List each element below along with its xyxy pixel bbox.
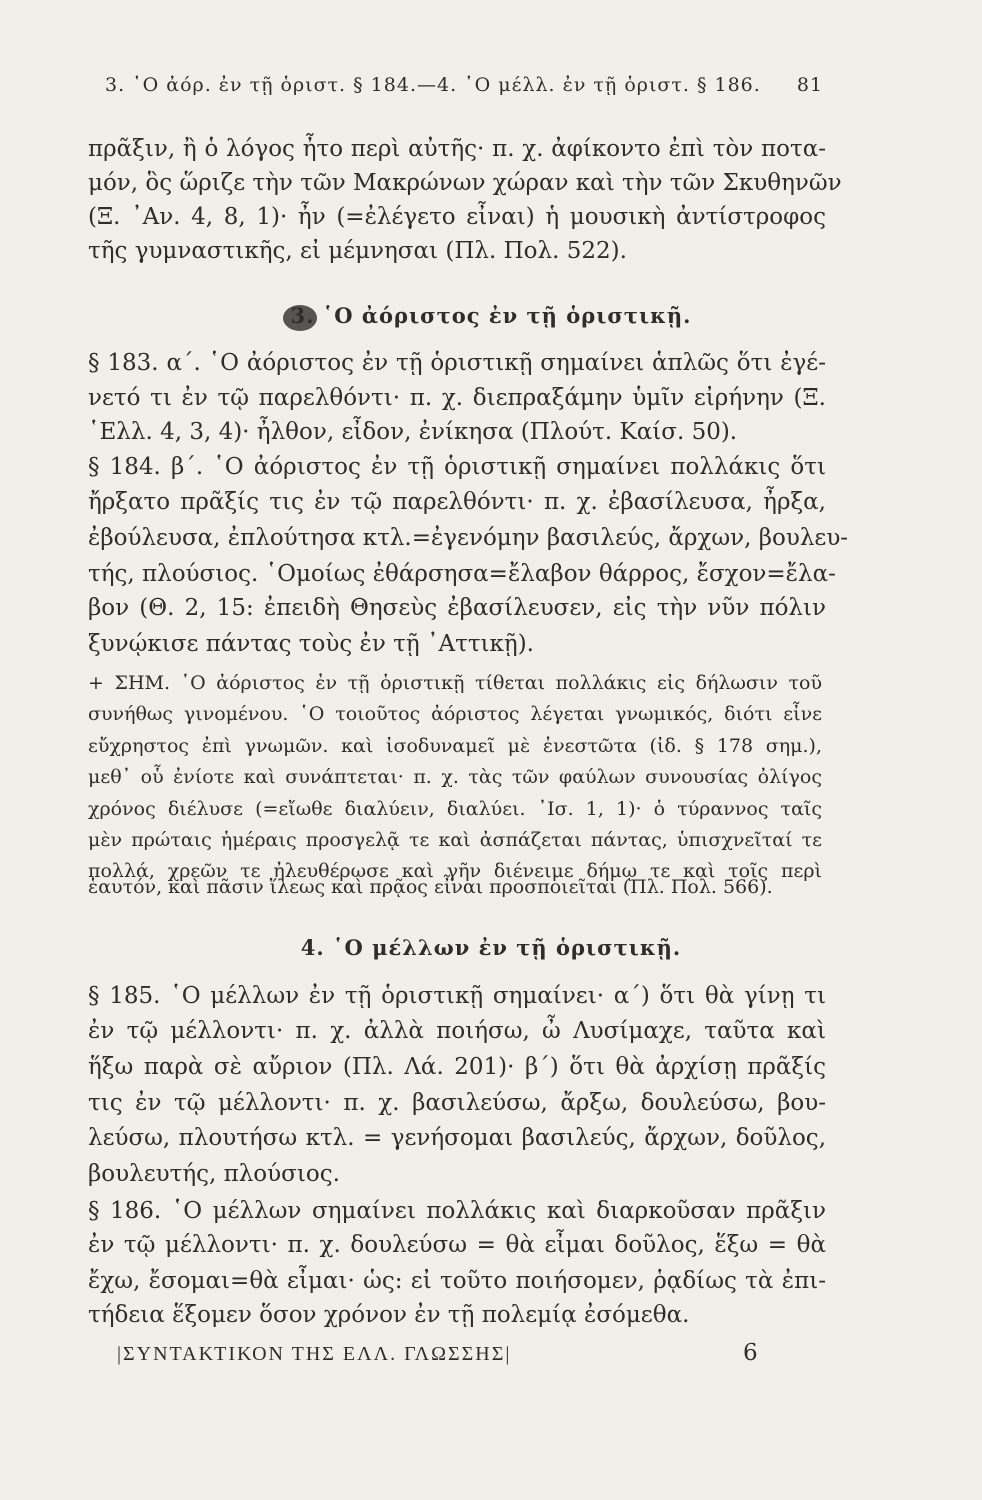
text-line: ἤρξατο πρᾶξίς τις ἐν τῷ παρελθόντι· π. χ. ἐβασίλευσα, ἦρξα, <box>88 489 826 515</box>
running-header <box>105 74 823 96</box>
text-line: (Ξ. ᾿Αν. 4, 8, 1)· ἦν (=ἐλέγετο εἶναι) ἡ μουσικὴ ἀντίστροφος <box>88 204 826 230</box>
note-line: πολλά, χρεῶν τε ἠλευθέρωσε καὶ γῆν διένειμε δήμῳ τε καὶ τοῖς περὶ <box>88 860 822 882</box>
note-line: + ΣΗΜ. ῾Ο ἀόριστος ἐν τῇ ὁριστικῇ τίθεται πολλάκις εἰς δήλωσιν τοῦ <box>88 672 822 694</box>
text-line: βουλευτής, πλούσιος. <box>88 1161 340 1187</box>
text-line: τής, πλούσιος. ῾Ομοίως ἐθάρσησα=ἔλαβον θάρρος, ἔσχον=ἔλα- <box>88 561 836 587</box>
section-heading-future: 4. ῾Ο μέλλων ἐν τῇ ὁριστικῇ. <box>300 935 682 960</box>
sheet-number: 6 <box>743 1340 758 1366</box>
text-line: τήδεια ἕξομεν ὅσον χρόνον ἐν τῇ πολεμίᾳ ἐσόμεθα. <box>88 1302 690 1328</box>
text-line: ἐβούλευσα, ἐπλούτησα κτλ.=ἐγενόμην βασιλεύς, ἄρχων, βουλευ- <box>88 525 849 551</box>
text-line: § 184. β΄. ῾Ο ἀόριστος ἐν τῇ ὁριστικῇ σημαίνει πολλάκις ὅτι <box>88 454 826 480</box>
note-line: μὲν πρώταις ἡμέραις προσγελᾷ τε καὶ ἀσπάζεται πάντας, ὑπισχνεῖταί τε <box>88 829 822 851</box>
text-line: ἐν τῷ μέλλοντι· π. χ. ἀλλὰ ποιήσω, ὦ Λυσίμαχε, ταῦτα καὶ <box>88 1018 826 1044</box>
text-line: ἐν τῷ μέλλοντι· π. χ. δουλεύσω = θὰ εἶμαι δοῦλος, ἕξω = θὰ <box>88 1232 826 1258</box>
text-line: βον (Θ. 2, 15: ἐπειδὴ Θησεὺς ἐβασίλευσεν, εἰς τὴν νῦν πόλιν <box>88 595 826 621</box>
text-line: τις ἐν τῷ μέλλοντι· π. χ. βασιλεύσω, ἄρξω, δουλεύσω, βου- <box>88 1090 826 1116</box>
signature-mark: |ΣΥΝΤΑΚΤΙΚΟΝ ΤΗΣ ΕΛΛ. ΓΛΩΣΣΗΣ| <box>117 1343 512 1365</box>
note-line: μεθ᾿ οὗ ἐνίοτε καὶ συνάπτεται· π. χ. τὰς τῶν φαύλων συνουσίας ὀλίγος <box>88 766 822 788</box>
text-line: λεύσω, πλουτήσω κτλ. = γενήσομαι βασιλεύς, ἄρχων, δοῦλος, <box>88 1125 826 1151</box>
text-line: § 185. ῾Ο μέλλων ἐν τῇ ὁριστικῇ σημαίνει· α΄) ὅτι θὰ γίνῃ τι <box>88 983 826 1009</box>
section-heading-aorist: 3. ῾Ο ἀόριστος ἐν τῇ ὁριστικῇ. <box>290 303 692 328</box>
text-line: ἥξω παρὰ σὲ αὔριον (Πλ. Λά. 201)· β΄) ὅτι θὰ ἀρχίσῃ πρᾶξίς <box>88 1054 826 1080</box>
text-line: § 183. α΄. ῾Ο ἀόριστος ἐν τῇ ὁριστικῇ σημαίνει ἁπλῶς ὅτι ἐγέ- <box>88 350 826 376</box>
text-line: § 186. ῾Ο μέλλων σημαίνει πολλάκις καὶ διαρκοῦσαν πρᾶξιν <box>88 1198 826 1224</box>
running-title: 3. ῾Ο ἀόρ. ἐν τῇ ὁριστ. § 184.—4. ῾Ο μέλλ. ἐν τῇ ὁριστ. § 186. <box>105 74 761 96</box>
text-line: νετό τι ἐν τῷ παρελθόντι· π. χ. διεπραξάμην ὑμῖν εἰρήνην (Ξ. <box>88 385 826 411</box>
text-line: μόν, ὃς ὥριζε τὴν τῶν Μακρώνων χώραν καὶ τὴν τῶν Σκυθηνῶν <box>88 170 842 196</box>
note-line: ἑαυτόν, καὶ πᾶσιν ἵλεως καὶ πρᾷος εἶναι προσποιεῖται (Πλ. Πολ. 566). <box>88 876 773 898</box>
page-number: 81 <box>796 74 823 96</box>
note-line: εὔχρηστος ἐπὶ γνωμῶν. καὶ ἰσοδυναμεῖ μὲ ἐνεστῶτα (ἰδ. § 178 σημ.), <box>88 735 822 757</box>
note-line: συνήθως γινομένου. ῾Ο τοιοῦτος ἀόριστος λέγεται γνωμικός, διότι εἶνε <box>88 703 822 725</box>
text-line: ξυνῴκισε πάντας τοὺς ἐν τῇ ᾿Αττικῇ). <box>88 631 534 657</box>
text-line: ἔχω, ἔσομαι=θὰ εἶμαι· ὡς: εἰ τοῦτο ποιήσομεν, ῥᾳδίως τὰ ἐπι- <box>88 1268 826 1294</box>
text-line: πρᾶξιν, ἢ ὁ λόγος ἦτο περὶ αὐτῆς· π. χ. ἀφίκοντο ἐπὶ τὸν ποτα- <box>88 136 826 162</box>
note-line: χρόνος διέλυσε (=εἴωθε διαλύειν, διαλύει. ᾿Ισ. 1, 1)· ὁ τύραννος ταῖς <box>88 798 822 820</box>
text-line: ῾Ελλ. 4, 3, 4)· ἦλθον, εἶδον, ἐνίκησα (Πλούτ. Καίσ. 50). <box>88 419 738 445</box>
text-line: τῆς γυμναστικῆς, εἰ μέμνησαι (Πλ. Πολ. 522). <box>88 238 627 264</box>
